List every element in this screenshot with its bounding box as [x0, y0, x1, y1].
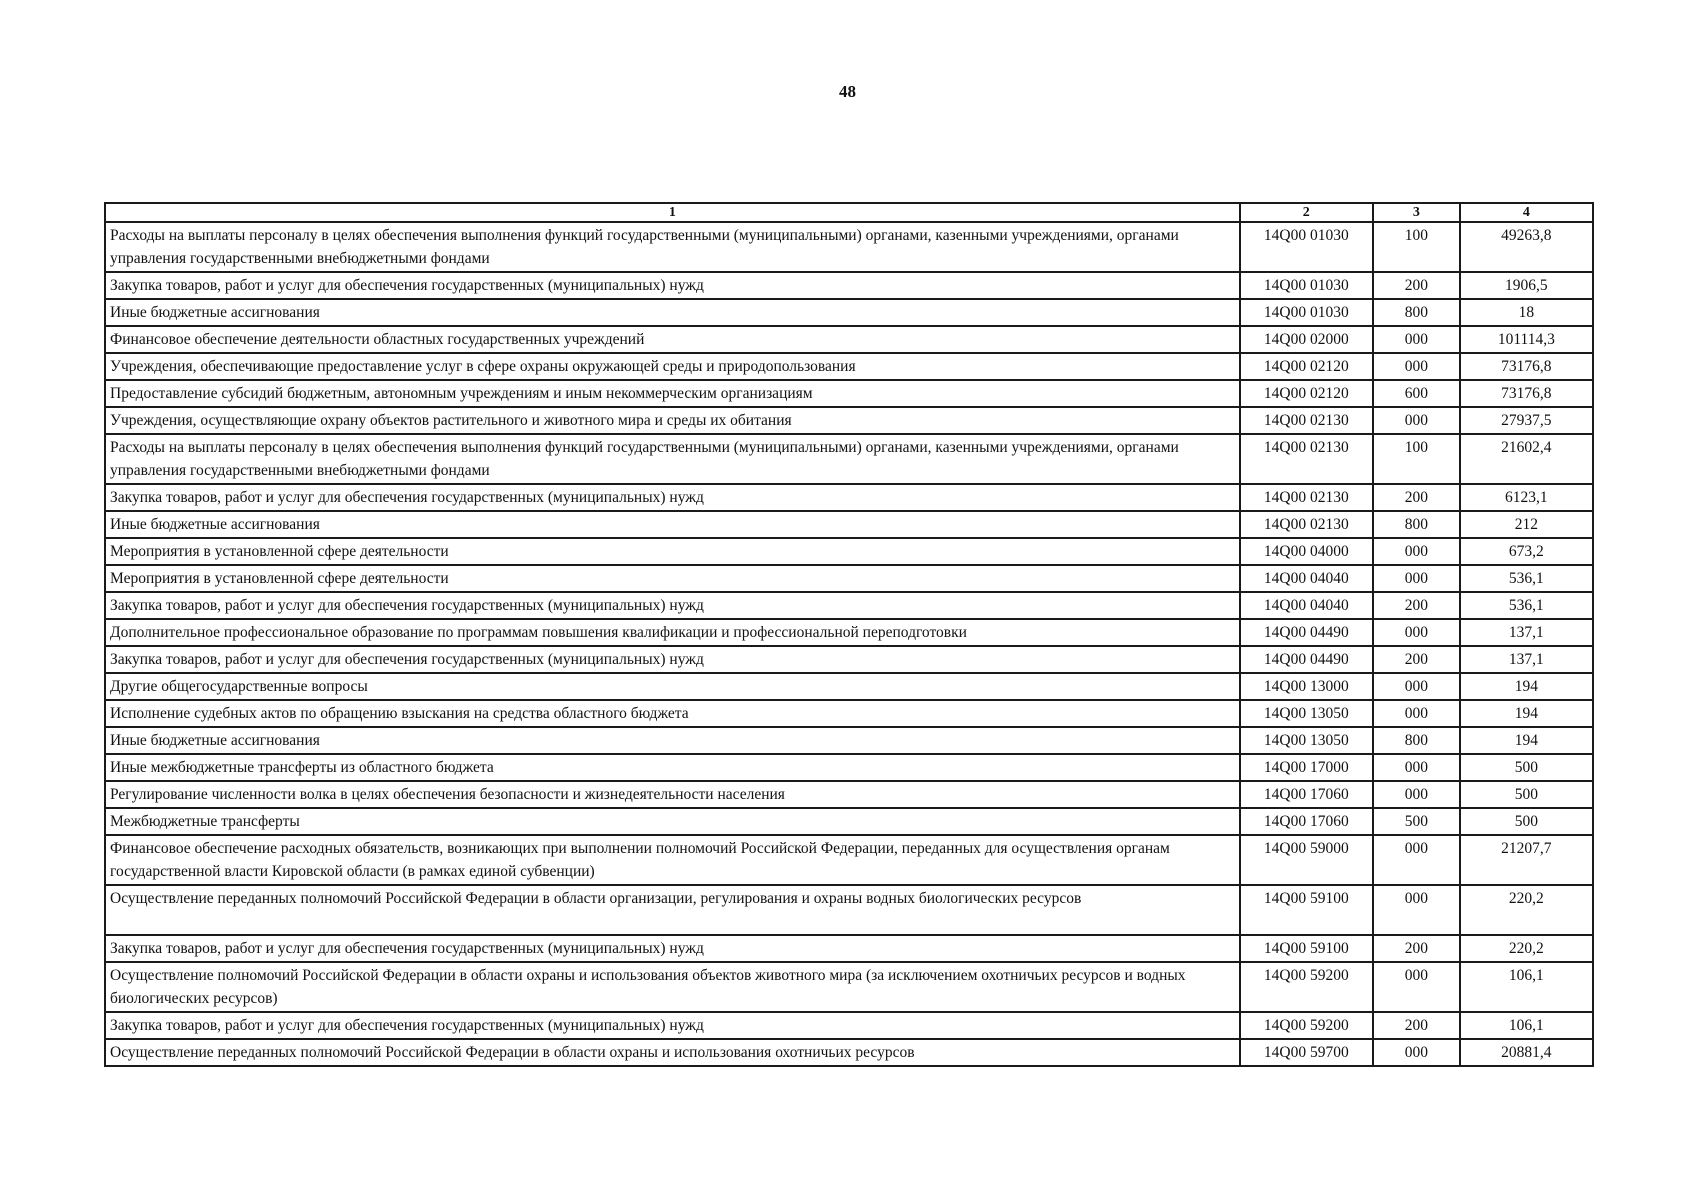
- target-code-cell: 14Q00 59200: [1240, 962, 1373, 1012]
- expense-name-cell: Расходы на выплаты персоналу в целях обеспечения выполнения функций государственными (муниципальными) органами, казенными учреждениями, органами управления государственными внебюджетными фондами: [105, 434, 1240, 484]
- amount-cell: 212: [1460, 511, 1593, 538]
- expense-name-cell: Иные межбюджетные трансферты из областного бюджета: [105, 754, 1240, 781]
- expense-type-cell: 000: [1373, 835, 1460, 885]
- amount-cell: 536,1: [1460, 592, 1593, 619]
- target-code-cell: 14Q00 04040: [1240, 565, 1373, 592]
- expense-type-cell: 200: [1373, 1012, 1460, 1039]
- expense-type-cell: 000: [1373, 407, 1460, 434]
- expense-name-cell: Закупка товаров, работ и услуг для обеспечения государственных (муниципальных) нужд: [105, 484, 1240, 511]
- expense-type-cell: 200: [1373, 592, 1460, 619]
- expense-type-cell: 000: [1373, 353, 1460, 380]
- header-row: [105, 203, 1593, 222]
- expense-type-cell: 000: [1373, 781, 1460, 808]
- expense-type-cell: 800: [1373, 299, 1460, 326]
- expense-type-cell: 200: [1373, 935, 1460, 962]
- expense-type-cell: 000: [1373, 619, 1460, 646]
- table-row: [105, 407, 1593, 434]
- budget-table: [104, 202, 1594, 1067]
- expense-type-cell: 100: [1373, 222, 1460, 272]
- expense-name-cell: Мероприятия в установленной сфере деятельности: [105, 565, 1240, 592]
- table-row: [105, 835, 1593, 885]
- expense-type-cell: 000: [1373, 1039, 1460, 1066]
- target-code-cell: 14Q00 02120: [1240, 380, 1373, 407]
- amount-cell: 20881,4: [1460, 1039, 1593, 1066]
- header-cell-code: 2: [1240, 203, 1373, 222]
- target-code-cell: 14Q00 02130: [1240, 434, 1373, 484]
- amount-cell: 220,2: [1460, 935, 1593, 962]
- expense-type-cell: 000: [1373, 885, 1460, 935]
- expense-type-cell: 800: [1373, 727, 1460, 754]
- table-row: [105, 754, 1593, 781]
- expense-type-cell: 200: [1373, 272, 1460, 299]
- target-code-cell: 14Q00 04490: [1240, 646, 1373, 673]
- expense-type-cell: 600: [1373, 380, 1460, 407]
- expense-name-cell: Осуществление полномочий Российской Федерации в области охраны и использования объектов животного мира (за исключением охотничьих ресурсов и водных биологических ресурсов): [105, 962, 1240, 1012]
- amount-cell: 500: [1460, 781, 1593, 808]
- table-row: [105, 222, 1593, 272]
- amount-cell: 21207,7: [1460, 835, 1593, 885]
- table-row: [105, 673, 1593, 700]
- table-row: [105, 962, 1593, 1012]
- target-code-cell: 14Q00 01030: [1240, 272, 1373, 299]
- expense-name-cell: Дополнительное профессиональное образование по программам повышения квалификации и профессиональной переподготовки: [105, 619, 1240, 646]
- target-code-cell: 14Q00 02000: [1240, 326, 1373, 353]
- amount-cell: 500: [1460, 808, 1593, 835]
- amount-cell: 73176,8: [1460, 380, 1593, 407]
- amount-cell: 21602,4: [1460, 434, 1593, 484]
- expense-name-cell: Мероприятия в установленной сфере деятельности: [105, 538, 1240, 565]
- expense-name-cell: Иные бюджетные ассигнования: [105, 511, 1240, 538]
- table-row: [105, 592, 1593, 619]
- table-row: [105, 619, 1593, 646]
- expense-name-cell: Регулирование численности волка в целях обеспечения безопасности и жизнедеятельности населения: [105, 781, 1240, 808]
- target-code-cell: 14Q00 04490: [1240, 619, 1373, 646]
- expense-type-cell: 200: [1373, 484, 1460, 511]
- table-body: [105, 222, 1593, 1066]
- table-row: [105, 1039, 1593, 1066]
- expense-name-cell: Финансовое обеспечение расходных обязательств, возникающих при выполнении полномочий Российской Федерации, переданных для осуществления органам государственной власти Кировской области (в рамках единой субвенции): [105, 835, 1240, 885]
- expense-name-cell: Исполнение судебных актов по обращению взыскания на средства областного бюджета: [105, 700, 1240, 727]
- table-row: [105, 326, 1593, 353]
- expense-type-cell: 000: [1373, 754, 1460, 781]
- target-code-cell: 14Q00 01030: [1240, 222, 1373, 272]
- table-row: [105, 511, 1593, 538]
- table-row: [105, 646, 1593, 673]
- amount-cell: 137,1: [1460, 619, 1593, 646]
- header-cell-sum: 4: [1460, 203, 1593, 222]
- amount-cell: 500: [1460, 754, 1593, 781]
- target-code-cell: 14Q00 59100: [1240, 885, 1373, 935]
- amount-cell: 220,2: [1460, 885, 1593, 935]
- table-row: [105, 484, 1593, 511]
- table-row: [105, 700, 1593, 727]
- target-code-cell: 14Q00 59000: [1240, 835, 1373, 885]
- header-cell-type: 3: [1373, 203, 1460, 222]
- expense-name-cell: Закупка товаров, работ и услуг для обеспечения государственных (муниципальных) нужд: [105, 272, 1240, 299]
- expense-name-cell: Другие общегосударственные вопросы: [105, 673, 1240, 700]
- expense-type-cell: 000: [1373, 538, 1460, 565]
- target-code-cell: 14Q00 59200: [1240, 1012, 1373, 1039]
- amount-cell: 1906,5: [1460, 272, 1593, 299]
- amount-cell: 194: [1460, 700, 1593, 727]
- table-row: [105, 1012, 1593, 1039]
- expense-type-cell: 100: [1373, 434, 1460, 484]
- expense-name-cell: Межбюджетные трансферты: [105, 808, 1240, 835]
- expense-type-cell: 000: [1373, 700, 1460, 727]
- amount-cell: 27937,5: [1460, 407, 1593, 434]
- table-row: [105, 935, 1593, 962]
- table-row: [105, 299, 1593, 326]
- expense-type-cell: 000: [1373, 673, 1460, 700]
- target-code-cell: 14Q00 02130: [1240, 484, 1373, 511]
- target-code-cell: 14Q00 13050: [1240, 727, 1373, 754]
- target-code-cell: 14Q00 17060: [1240, 808, 1373, 835]
- amount-cell: 49263,8: [1460, 222, 1593, 272]
- amount-cell: 536,1: [1460, 565, 1593, 592]
- table-row: [105, 808, 1593, 835]
- amount-cell: 106,1: [1460, 962, 1593, 1012]
- expense-name-cell: Осуществление переданных полномочий Российской Федерации в области охраны и использования охотничьих ресурсов: [105, 1039, 1240, 1066]
- expense-type-cell: 000: [1373, 962, 1460, 1012]
- expense-name-cell: Закупка товаров, работ и услуг для обеспечения государственных (муниципальных) нужд: [105, 592, 1240, 619]
- expense-name-cell: Учреждения, осуществляющие охрану объектов растительного и животного мира и среды их обитания: [105, 407, 1240, 434]
- table-row: [105, 538, 1593, 565]
- target-code-cell: 14Q00 13000: [1240, 673, 1373, 700]
- expense-name-cell: Учреждения, обеспечивающие предоставление услуг в сфере охраны окружающей среды и природопользования: [105, 353, 1240, 380]
- amount-cell: 6123,1: [1460, 484, 1593, 511]
- expense-type-cell: 800: [1373, 511, 1460, 538]
- table-row: [105, 380, 1593, 407]
- page-number: 48: [839, 82, 856, 101]
- expense-name-cell: Осуществление переданных полномочий Российской Федерации в области организации, регулирования и охраны водных биологических ресурсов: [105, 885, 1240, 935]
- table-row: [105, 272, 1593, 299]
- expense-name-cell: Иные бюджетные ассигнования: [105, 299, 1240, 326]
- expense-type-cell: 500: [1373, 808, 1460, 835]
- header-cell-name: 1: [105, 203, 1240, 222]
- amount-cell: 73176,8: [1460, 353, 1593, 380]
- amount-cell: 106,1: [1460, 1012, 1593, 1039]
- expense-type-cell: 200: [1373, 646, 1460, 673]
- table-row: [105, 565, 1593, 592]
- table-row: [105, 353, 1593, 380]
- target-code-cell: 14Q00 04000: [1240, 538, 1373, 565]
- expense-name-cell: Иные бюджетные ассигнования: [105, 727, 1240, 754]
- table-row: [105, 434, 1593, 484]
- expense-name-cell: Закупка товаров, работ и услуг для обеспечения государственных (муниципальных) нужд: [105, 1012, 1240, 1039]
- table-row: [105, 781, 1593, 808]
- amount-cell: 194: [1460, 727, 1593, 754]
- expense-name-cell: Закупка товаров, работ и услуг для обеспечения государственных (муниципальных) нужд: [105, 646, 1240, 673]
- amount-cell: 101114,3: [1460, 326, 1593, 353]
- amount-cell: 18: [1460, 299, 1593, 326]
- expense-name-cell: Финансовое обеспечение деятельности областных государственных учреждений: [105, 326, 1240, 353]
- table-row: [105, 727, 1593, 754]
- expense-name-cell: Расходы на выплаты персоналу в целях обеспечения выполнения функций государственными (муниципальными) органами, казенными учреждениями, органами управления государственными внебюджетными фондами: [105, 222, 1240, 272]
- table-row: [105, 885, 1593, 935]
- target-code-cell: 14Q00 59700: [1240, 1039, 1373, 1066]
- target-code-cell: 14Q00 04040: [1240, 592, 1373, 619]
- amount-cell: 137,1: [1460, 646, 1593, 673]
- expense-type-cell: 000: [1373, 565, 1460, 592]
- target-code-cell: 14Q00 59100: [1240, 935, 1373, 962]
- expense-name-cell: Закупка товаров, работ и услуг для обеспечения государственных (муниципальных) нужд: [105, 935, 1240, 962]
- amount-cell: 194: [1460, 673, 1593, 700]
- target-code-cell: 14Q00 02130: [1240, 407, 1373, 434]
- target-code-cell: 14Q00 02130: [1240, 511, 1373, 538]
- target-code-cell: 14Q00 17060: [1240, 781, 1373, 808]
- target-code-cell: 14Q00 17000: [1240, 754, 1373, 781]
- target-code-cell: 14Q00 13050: [1240, 700, 1373, 727]
- amount-cell: 673,2: [1460, 538, 1593, 565]
- expense-type-cell: 000: [1373, 326, 1460, 353]
- target-code-cell: 14Q00 01030: [1240, 299, 1373, 326]
- expense-name-cell: Предоставление субсидий бюджетным, автономным учреждениям и иным некоммерческим организациям: [105, 380, 1240, 407]
- target-code-cell: 14Q00 02120: [1240, 353, 1373, 380]
